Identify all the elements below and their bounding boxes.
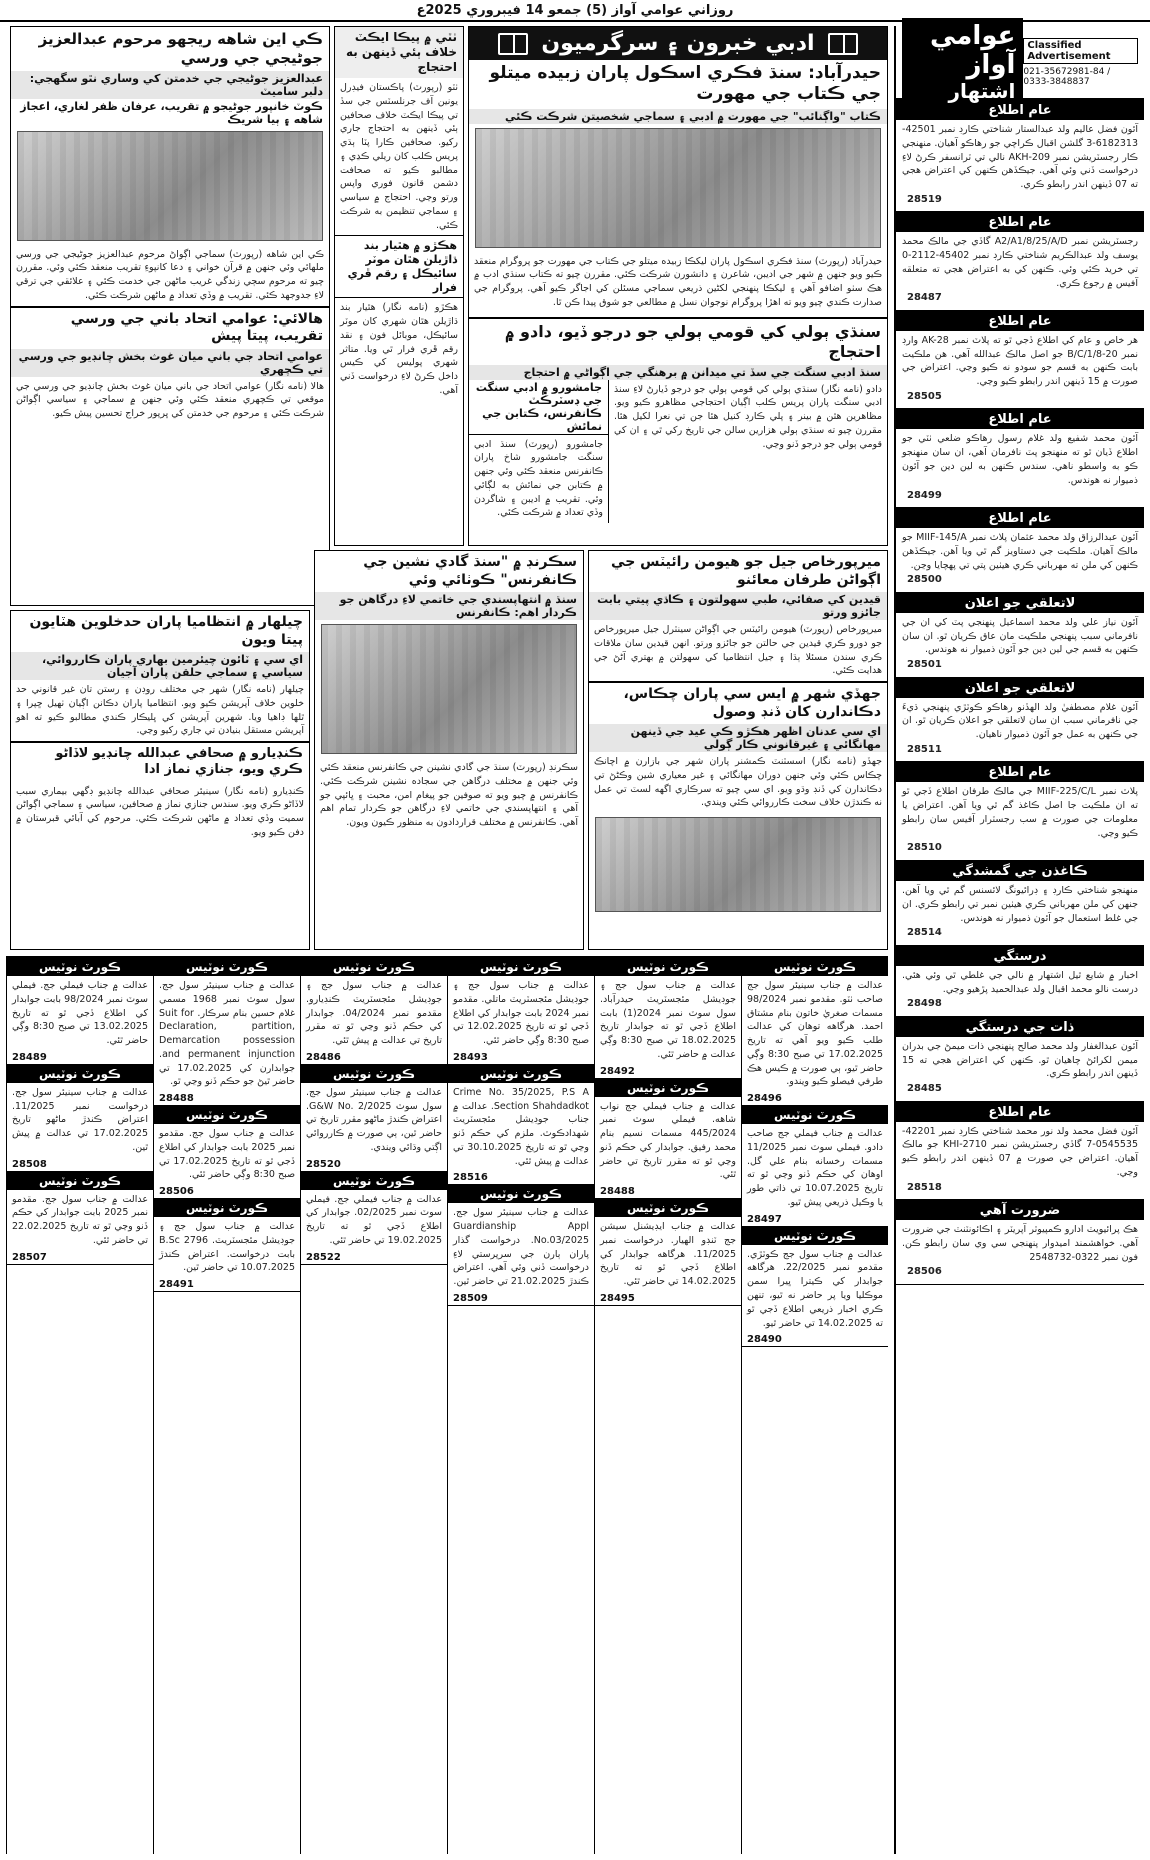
court-notice-code: 28491 <box>159 1279 194 1291</box>
court-notice-code: 28520 <box>306 1158 341 1170</box>
court-notice-heading: ڪورٽ نوٽيس <box>448 958 594 976</box>
court-notice <box>7 958 153 1065</box>
court-notice-body: عدالت ۾ جناب سينيئر سول جج. درخواست نمبر 11/2025. اعتراض ڪندڙ ماڻهو تاريخ 17.02.2025 تي عدالت ۾ پيش ٿين. <box>12 1086 148 1153</box>
sindhi-language-headline: سنڌي ٻولي کي قومي ٻولي جو درجو ڏيو، دادو ۾ احتجاج <box>505 321 881 361</box>
court-notice-heading: ڪورٽ نوٽيس <box>154 1106 300 1124</box>
court-notice <box>301 1172 447 1265</box>
classified-heading: ڪاغذن جي گمشدگي <box>896 861 1144 881</box>
court-notice <box>595 1199 741 1306</box>
literary-banner: ادبي خبرون ۽ سرگرميون <box>469 27 887 60</box>
thatta-story <box>334 26 464 546</box>
book-icon <box>498 33 528 55</box>
classified-code: 28511 <box>907 743 942 755</box>
jail-body: ميرپورخاص (رپورٽ) هيومن رائيٽس جي اڳواڻن سينٽرل جيل ميرپورخاص جو دورو ڪري قيدين جي حالتن جو جائزو ورتو. انهن قيدين سان ملاقات ڪري سندن مسئلا ٻڌا ۽ جيل انتظاميا کي سهولتن ۾ بهتري آڻڻ جي هدايت ڪئي. <box>594 624 882 677</box>
court-notice-code: 28497 <box>747 1213 782 1225</box>
urs-photo <box>17 131 323 241</box>
court-notice <box>448 958 594 1065</box>
court-notice <box>301 1065 447 1172</box>
classified-text: آئون فضل عاليم ولد عبدالستار شناختي ڪارڊ نمبر 42501-6182313-3 گلشن اقبال ڪراچي جو رهاڪو آهيان. منهنجي ڪار رجسٽريشن نمبر AKH-209 نالي تي ٽرانسفر ڪرڻ لاءِ درخواست ڏني وئي آهي. جيڪڏهن ڪنهن کي اعتراض هجي ته 07 ڏينهن اندر رابطو ڪري. <box>902 124 1138 191</box>
hala-subheadline: عوامي اتحاد جي باني ميان غوث بخش چانڊيو جي ورسي تي ڪچهري <box>11 349 329 377</box>
classified-code: 28499 <box>907 489 942 501</box>
classified-code: 28485 <box>907 1083 942 1095</box>
classified-text: اخبار ۾ شايع ٿيل اشتهار ۾ نالي جي غلطي ٿي وئي هئي. درست نالو محمد اقبال ولد عبدالحميد پڙهيو وڃي. <box>902 969 1138 995</box>
news-area <box>6 26 888 1854</box>
funeral-body: ڪنڊيارو (نامه نگار) سينيئر صحافي عبدالله چانڊيو ڊگهي بيماري سبب لاڏاڻو ڪري ويو. سندس جنازي نماز ۾ صحافين، سياسي ۽ سماجي اڳواڻن سميت وڏي تعداد ۾ ماڻهن شرڪت ڪئي. مرحوم کي آبائي قبرستان ۾ دفن ڪيو ويو. <box>16 785 304 838</box>
literary-body: حيدرآباد (رپورٽ) سنڌ فڪري اسڪول پاران ليکڪا زبيده ميتلو جي ڪتاب جي مهورت جو پروگرام منعقد ڪيو ويو جنهن ۾ شهر جي اديبن، شاعرن ۽ دانشورن شرڪت ڪئي. مقررن چيو ته ڪتاب سنڌي ادب ۾ هڪ سٺو اضافو آهي ۽ ليکڪا پنهنجي لکڻين ذريعي سماجي مسئلن کي اجاگر ڪيو آهي. پروگرام جي صدارت ڪندي چيو ويو ته اهڙا پروگرام نوجوان نسل ۾ مطالعي جو شوق پيدا ڪن ٿا. <box>474 255 882 308</box>
classified-heading: عام اطلاع <box>896 100 1144 120</box>
jhuddo-body: جهڏو (نامه نگار) اسسٽنٽ ڪمشنر پاران شهر جي بازارن ۾ اچانڪ چڪاس ڪئي وئي جنهن دوران مهانگائي ۽ غير معياري شين وڪڻڻ تي دڪاندارن کي ڏنڊ وڌو ويو. اي سي چيو ته سرڪاري اگهه لسٽ تي عمل نه ڪندڙن خلاف سخت ڪارروائي ڪئي ويندي. <box>594 756 882 809</box>
classified-text: آئون فضل محمد ولد نور محمد شناختي ڪارڊ نمبر 42201-0545535-7 گاڏي رجسٽريشن نمبر KHI-2710 جو مالڪ آهيان. اعتراض جي صورت ۾ 07 ڏينهن اندر رابطو ڪيو وڃي. <box>902 1125 1138 1178</box>
court-notice-body: عدالت ۾ جناب سول جج. مقدمو نمبر 2025 بابت جوابدار کي حڪم ڏنو وڃي ٿو ته تاريخ 22.02.2025 تي حاضر ٿئي. <box>12 1193 148 1246</box>
classified-heading: لاتعلقي جو اعلان <box>896 678 1144 698</box>
classifieds-tag: Classified Advertisement <box>1023 38 1138 64</box>
jhuddo-photo <box>595 817 881 912</box>
sindhi-language-body: دادو (نامه نگار) سنڌي ٻولي کي قومي ٻولي جو درجو ڏيارڻ لاءِ سنڌ ادبي سنگت پاران پريس ڪلب اڳيان احتجاجي مظاهرو ڪيو ويو. مظاهرين هٿن ۾ بينر ۽ پلي ڪارڊ کنيل هئا جن تي نعرا لکيل هئا. مقررن چيو ته سنڌي ٻولي هزارين سالن جي تاريخ رکي ٿي ۽ ان کي قومي ٻولي جو درجو ڏنو وڃي. <box>614 383 882 450</box>
classified-body <box>896 1220 1144 1285</box>
court-notice-heading: ڪورٽ نوٽيس <box>7 958 153 976</box>
jail-story <box>588 550 888 950</box>
classified-text: آئون عبدالغفار ولد محمد صالح پنهنجي ذات ميمڻ جي بدران ميمن لکرائڻ چاهيان ٿو. ڪنهن کي اعتراض هجي ته 15 ڏينهن اندر رابطو ڪري. <box>902 1040 1138 1080</box>
classified-heading: عام اطلاع <box>896 1102 1144 1122</box>
court-notice <box>154 958 300 1106</box>
court-notice-heading: ڪورٽ نوٽيس <box>7 1172 153 1190</box>
chelhar-story <box>10 610 310 950</box>
hala-headline: هالائي: عوامي اتحاد باني جي ورسي تقريب، پيتا پيش <box>70 310 323 345</box>
court-notice-body: عدالت ۾ جناب سينيئر سول جج. سول سوٽ G&W No. 2/2025. اعتراض ڪندڙ ماڻهو مقرر تاريخ تي حاضر ٿين، ٻي صورت ۾ ڪارروائي اڳتي وڌائي ويندي. <box>306 1086 442 1153</box>
classified-body <box>896 429 1144 508</box>
newspaper-date-line: روزاني عوامي آواز (5) جمعو 14 فيبروري 2025ع <box>416 2 734 18</box>
classified-code: 28518 <box>907 1181 942 1193</box>
classified-body <box>896 613 1144 678</box>
classified-heading: درستگي <box>896 946 1144 966</box>
classified-code: 28506 <box>907 1266 942 1278</box>
court-notice <box>7 1065 153 1172</box>
sakrand-subheadline: سنڌ ۾ انتهاپسندي جي خاتمي لاءِ درگاهن جو ڪردار اهم: ڪانفرنس <box>315 592 583 620</box>
classified-body <box>896 120 1144 212</box>
classified-body <box>896 528 1144 593</box>
court-notice <box>154 1199 300 1292</box>
classified-heading: عام اطلاع <box>896 311 1144 331</box>
jamshoro-body: جامشورو (رپورٽ) سنڌ ادبي سنگت جامشورو شاخ پاران ڪانفرنس منعقد ڪئي وئي جنهن ۾ ڪتابن جي نمائش به لڳائي وئي. تقريب ۾ اديبن ۽ شاگردن وڏي تعداد ۾ شرڪت ڪئي. <box>474 438 603 519</box>
jhuddo-subheadline: اي سي عدنان اظهر هڪڙو ڪي عيد جي ڏينهن مهانگائي ۽ غيرقانوني ڪار ڳولي <box>589 724 887 752</box>
court-notice <box>7 1172 153 1265</box>
court-notice <box>742 958 888 1106</box>
book-icon <box>828 33 858 55</box>
court-notice-body: عدالت ۾ جناب سول جج. مقدمو نمبر 2025 بابت جوابدار کي اطلاع ڏجي ٿو ته تاريخ 17.02.2025 تي صبح 8:30 وڳي حاضر ٿئي. <box>159 1128 296 1181</box>
hakro-headline: هڪڙو ۾ هٿيار بند ڌاڙيلن هٿان موٽر سائيڪل ۽ رقم ڦري فرار <box>335 235 463 298</box>
classified-text: پلاٽ نمبر MIIF-225/C/L جي مالڪ طرفان اطلاع ڏجي ٿو ته ان ملڪيت جا اصل ڪاغذ گم ٿي ويا آهن. اعتراض يا معلومات جي صورت ۾ سب رجسٽرار آفيس سان رابطو ڪيو وڃي. <box>902 786 1139 839</box>
court-notice-code: 28508 <box>12 1158 47 1170</box>
classified-text: هر خاص و عام کي اطلاع ڏجي ٿو ته پلاٽ نمبر AK-28 وارڊ نمبر 20-B/C/1/8 جو اصل مالڪ عبدالله آهي. هن ملڪيت بابت ڪنهن به قسم جو سودو نه ڪيو وڃي. اعتراض جي صورت ۾ 15 ڏينهن اندر رابطو ڪيو وڃي. <box>902 334 1138 388</box>
court-notice-body: عدالت ۾ جناب سينيئر سول جج صاحب ٺٽو. مقدمو نمبر 98/2024 مسمات صغريٰ خاتون بنام مشتاق احمد. هرگاهه توهان کي عدالت طلب ڪيو ويو آهي ته تاريخ 17.02.2025 تي صبح 8:30 وڳي حاضر ٿيو، ٻي صورت ۾ ڪيس هڪ طرفي فيصلو ڪيو ويندو. <box>747 980 883 1088</box>
classified-body <box>896 698 1144 763</box>
court-notice-code: 28493 <box>453 1051 488 1063</box>
classified-body <box>896 331 1144 410</box>
classified-text: منهنجو شناختي ڪارڊ ۽ ڊرائيونگ لائسنس گم ٿي ويا آهن. جنهن کي ملن مهرباني ڪري هيٺين نمبر تي رابطو ڪري. ان جي غلط استعمال جو آئون ذميوار نه هوندس. <box>902 884 1138 924</box>
classified-text: آئون غلام مصطفيٰ ولد الهڏنو رهاڪو ڪوٽڙي پنهنجي ڌيءَ جي نافرماني سبب ان سان لاتعلقي جو اعلان ڪريان ٿو. ان جي ڪنهن به عمل جو آئون ذميوار ناهيان. <box>902 701 1138 741</box>
urs-story <box>10 26 330 606</box>
court-notice-column <box>741 958 888 1854</box>
court-notice-body: عدالت ۾ جناب سول جج ۽ جوڊيشل مئجسٽريٽ حيدرآباد. سول سوٽ نمبر 2024(1) بابت اطلاع ڏجي ٿو ته جوابدار تاريخ 18.02.2025 تي صبح 8:30 وڳي عدالت ۾ حاضر ٿئي. <box>600 980 737 1060</box>
court-notice-body: Crime No. 35/2025, P.S A Section Shahdadkot. عدالت ۾ جناب جوڊيشل مئجسٽريٽ شهدادڪوٽ. ملزم کي حڪم ڏنو وڃي ٿو ته تاريخ 30.10.2025 تي عدالت ۾ پيش ٿئي. <box>453 1086 590 1167</box>
court-notice-heading: ڪورٽ نوٽيس <box>301 958 447 976</box>
classified-code: 28519 <box>907 193 942 205</box>
urs-headline: ڪي اين شاهه ريجهو مرحوم عبدالعزيز جوڻيجي جي ورسي <box>38 30 323 67</box>
court-notice-code: 28489 <box>12 1051 47 1063</box>
urs-subheadline: عبدالعزيز جوڻيجي جي خدمتن کي وساري نٿو سگهجي: دلبر ساميٽ <box>11 71 329 99</box>
funeral-headline: ڪنڊيارو ۾ صحافي عبدالله چانڊيو لاڏاڻو ڪري ويو، جنازي نماز ادا <box>55 746 303 778</box>
conference-photo <box>321 624 577 754</box>
court-notice-body: عدالت ۾ جناب فيملي جج نواب شاهه. فيملي سوٽ نمبر 445/2024 مسمات نسيم بنام محمد رفيق. جوابدار کي حڪم ڏنو وڃي ٿو ته مقرر تاريخ تي حاضر ٿئي. <box>600 1100 737 1181</box>
court-notice-heading: ڪورٽ نوٽيس <box>301 1172 447 1190</box>
court-notice <box>448 1065 594 1186</box>
court-notice-code: 28506 <box>159 1186 194 1198</box>
court-notice-body: عدالت ۾ جناب ايڊيشنل سيشن جج ٽنڊو الهيار. درخواست نمبر 11/2025. هرگاهه جوابدار کي اطلاع ڏجي ٿو ته تاريخ 14.02.2025 تي حاضر ٿئي. <box>600 1221 737 1288</box>
classified-body <box>896 1122 1144 1201</box>
court-notice-heading: ڪورٽ نوٽيس <box>742 1106 888 1124</box>
jail-subheadline: قيدين کي صفائي، طبي سهولتون ۽ ڪاڌي پيتي بابت جائزو ورتو <box>589 592 887 620</box>
court-notice-body: عدالت ۾ جناب سول جج ڪوٽڙي. مقدمو نمبر 22/2025. هرگاهه جوابدار کي ڪيترا ڀيرا سمن موڪليا ويا پر حاضر نه ٿيو، تنهن ڪري اخبار ذريعي اطلاع ڏجي ٿو ته 14.02.2025 تي حاضر ٿيو. <box>747 1248 883 1329</box>
court-notice-body: عدالت ۾ جناب سول جج ۽ جوڊيشل مئجسٽريٽ. B.Sc 2796 بابت درخواست. اعتراض ڪندڙ 10.07.2025 تي حاضر ٿين. <box>159 1221 296 1274</box>
classified-code: 28501 <box>907 659 942 671</box>
court-notice-code: 28496 <box>747 1093 782 1105</box>
sakrand-headline: سڪرنڊ ۾ "سنڌ گادي نشين جي ڪانفرنس" ڪوٺائي وئي <box>363 554 577 588</box>
sakrand-story <box>314 550 584 950</box>
court-notice-body: عدالت ۾ جناب سول جج ۽ جوڊيشل مئجسٽريٽ ماتلي. مقدمو نمبر 2024 بابت جوابدار کي اطلاع ڏجي ٿو ته تاريخ 12.02.2025 تي صبح 8:30 وڳي حاضر ٿئي. <box>453 980 590 1047</box>
court-notice-column <box>300 958 447 1854</box>
classified-body <box>896 782 1144 861</box>
classified-code: 28514 <box>907 927 942 939</box>
court-notice-column <box>447 958 594 1854</box>
court-notice-code: 28495 <box>600 1293 635 1305</box>
court-notice-column <box>153 958 300 1854</box>
jamshoro-headline: جامشورو ۾ ادبي سنگت جي ڊسٽرڪٽ ڪانفرنس، ڪتابن جي نمائش <box>469 380 608 435</box>
court-notice-code: 28490 <box>747 1334 782 1346</box>
court-notice-heading: ڪورٽ نوٽيس <box>448 1185 594 1203</box>
classified-text: آئون نياز علي ولد محمد اسماعيل پنهنجي پٽ کي ان جي نافرماني سبب پنهنجي ملڪيت مان عاق ڪريان ٿو. ان سان ڪنهن به قسم جي لين دين جو آئون ذميوار نه هوندس. <box>902 616 1138 656</box>
classifieds-column <box>894 21 1144 1854</box>
classified-heading: ذات جي درستگي <box>896 1017 1144 1037</box>
classified-body <box>896 232 1144 311</box>
court-notice-code: 28516 <box>453 1172 488 1184</box>
classified-code: 28505 <box>907 390 942 402</box>
book-launch-photo <box>475 128 881 248</box>
urs-body: ڪي اين شاهه (رپورٽ) سماجي اڳواڻ مرحوم عبدالعزيز جوڻيجي جي ورسي ملهائي وئي جنهن ۾ قرآن خواني ۽ دعا کانپوءِ تقريب منعقد ڪئي وئي. مقررن چيو ته مرحوم سڄي زندگي غريب ماڻهن جي خدمت ڪئي ۽ علائقي جي ترقي لاءِ جدوجهد ڪئي. تقريب ۾ وڏي تعداد ۾ ماڻهن شرڪت ڪئي. <box>16 248 324 301</box>
court-notice-body: عدالت ۾ جناب سينيئر سول جج. Guardianship Appl No.03/2025. درخواست گذار پاران ٻارن جي سرپرستي لاءِ درخواست ڏني وئي آهي. اعتراض ڪندڙ 21.02.2025 تي حاضر ٿين. <box>453 1207 590 1288</box>
literary-subheadline: ڪتاب "واڳنائب" جي مهورت ۾ ادبي ۽ سماجي شخصيتن شرڪت ڪئي <box>469 109 887 124</box>
court-notice-heading: ڪورٽ نوٽيس <box>154 958 300 976</box>
classified-text: رجسٽريشن نمبر A2/A1/8/25/A/D گاڏي جي مالڪ محمد يوسف ولد عبدالڪريم شناختي ڪارڊ نمبر 45402-2112-0 تي خريد ڪئي وئي. ڪنهن کي به اعتراض هجي ته متعلقه آفيس ۾ رجوع ڪري. <box>902 236 1138 289</box>
thatta-headline: ٺٽي ۾ پيڪا ايڪٽ خلاف ٻئي ڏينهن به احتجاج <box>335 27 463 78</box>
court-notice-heading: ڪورٽ نوٽيس <box>448 1065 594 1083</box>
court-notice-code: 28507 <box>12 1251 47 1263</box>
court-notice-heading: ڪورٽ نوٽيس <box>595 1199 741 1217</box>
court-notice <box>595 958 741 1079</box>
court-notice-body: عدالت ۾ جناب فيملي جج. فيملي سوٽ نمبر 98/2024 بابت جوابدار کي اطلاع ڏجي ٿو ته تاريخ 13.02.2025 تي صبح 8:30 وڳي حاضر ٿئي. <box>12 980 148 1047</box>
classified-heading: عام اطلاع <box>896 508 1144 528</box>
court-notice-heading: ڪورٽ نوٽيس <box>742 958 888 976</box>
court-notice-code: 28486 <box>306 1051 341 1063</box>
court-notice-code: 28509 <box>453 1293 488 1305</box>
hala-body: هالا (نامه نگار) عوامي اتحاد جي باني ميان غوث بخش چانڊيو جي ورسي جي موقعي تي ڪچهري منعقد ڪئي وئي جنهن ۾ سماجي ۽ سياسي اڳواڻن شرڪت ڪئي ۽ مرحوم جي خدمتن کي ڀرپور خراج تحسين پيش ڪيو. <box>16 380 324 420</box>
court-notice <box>301 958 447 1065</box>
classified-heading: عام اطلاع <box>896 762 1144 782</box>
classifieds-masthead <box>896 21 1144 103</box>
court-notice-heading: ڪورٽ نوٽيس <box>154 1199 300 1217</box>
chelhar-subheadline: اي سي ۽ ٽائون چيئرمين بهاري پاران ڪارروائي، سياسي ۽ سماجي حلقن پاران آجيان <box>11 652 309 680</box>
court-notice-code: 28488 <box>600 1186 635 1198</box>
classified-code: 28487 <box>907 292 942 304</box>
classifieds-title: عوامي آواز اشتهار <box>902 18 1023 105</box>
court-notice <box>595 1079 741 1200</box>
jail-headline: ميرپورخاص جيل جو هيومن رائيٽس جي اڳواڻن طرفان معائنو <box>611 554 881 588</box>
court-notice-body: عدالت ۾ جناب سول جج ۽ جوڊيشل مئجسٽريٽ ڪنڊيارو. مقدمو نمبر 04/2024. جوابدار کي حڪم ڏنو وڃي ٿو ته مقرر تاريخ تي عدالت ۾ پيش ٿئي. <box>306 980 442 1047</box>
court-notice-heading: ڪورٽ نوٽيس <box>742 1227 888 1245</box>
court-notice-code: 28488 <box>159 1093 194 1105</box>
classified-heading: عام اطلاع <box>896 212 1144 232</box>
court-notice-body: عدالت ۾ جناب فيملي جج. فيملي سوٽ نمبر 02/2025. جوابدار کي اطلاع ڏجي ٿو ته تاريخ 19.02.2025 تي حاضر ٿئي. <box>306 1193 442 1246</box>
literary-headline: حيدرآباد: سنڌ فڪري اسڪول پاران زبيده ميتلو جي ڪتاب جي مهورت <box>489 63 881 105</box>
court-notice-heading: ڪورٽ نوٽيس <box>595 958 741 976</box>
court-notice-column <box>594 958 741 1854</box>
classified-heading: عام اطلاع <box>896 409 1144 429</box>
classified-text: آئون عبدالرزاق ولد محمد عثمان پلاٽ نمبر MIIF-145/A جو مالڪ آهيان. ملڪيت جي دستاويز گم ٿي ويا آهن. جيڪڏهن ڪنهن کي ملن ته مهرباني ڪري هيٺين پتي تي پهچايا وڃن. <box>902 532 1138 571</box>
classified-text: هڪ پرائيويٽ ادارو ڪمپيوٽر آپريٽر ۽ اڪائونٽنٽ جي ضرورت آهي. خواهشمند اميدوار پنهنجي سي وي سان رابطو ڪن. فون نمبر 0322-2548732 <box>902 1224 1138 1263</box>
classified-body <box>896 881 1144 946</box>
sakrand-body: سڪرنڊ (رپورٽ) سنڌ جي گادي نشينن جي ڪانفرنس منعقد ڪئي وئي جنهن ۾ مختلف درگاهن جي سجاده نشينن شرڪت ڪئي. ڪانفرنس ۾ چيو ويو ته صوفين جو پيغام امن، محبت ۽ ڀائپي جو آهي ۽ انتهاپسندي جي خاتمي لاءِ درگاهن جو ڪردار تمام اهم آهي. ڪانفرنس ۾ مختلف قراردادون به منظور ڪيون ويون. <box>320 762 578 829</box>
classified-body <box>896 1037 1144 1102</box>
classified-heading: لاتعلقي جو اعلان <box>896 593 1144 613</box>
court-notice-code: 28522 <box>306 1251 341 1263</box>
court-notice-heading: ڪورٽ نوٽيس <box>7 1065 153 1083</box>
classifieds-phones: 021-35672981-84 / 0333-3848837 <box>1023 66 1111 87</box>
classified-heading: ضرورت آهي <box>896 1200 1144 1220</box>
thatta-body: ٺٽو (رپورٽ) پاڪستان فيڊرل يونين آف جرنلسٽس جي سڏ تي پيڪا ايڪٽ خلاف صحافين ٻئي ڏينهن به احتجاج جاري رکيو. صحافين ڪارا پٽا ٻڌي پريس ڪلب کان ريلي ڪڍي ۽ مطالبو ڪيو ته صحافت دشمن قانون فوري واپس ورتو وڃي. احتجاج ۾ سياسي ۽ سماجي تنظيمن به شرڪت ڪئي. <box>340 82 458 231</box>
hakro-body: هڪڙو (نامه نگار) هٿيار بند ڌاڙيلن هٿان شهري کان موٽر سائيڪل، موبائل فون ۽ نقد رقم ڦري فرار ٿي ويا. متاثر شهري پوليس کي ڪيس داخل ڪرڻ لاءِ درخواست ڏني آهي. <box>340 302 458 397</box>
court-notice <box>448 1185 594 1306</box>
classified-code: 28510 <box>907 842 942 854</box>
court-notice <box>154 1106 300 1199</box>
court-notice-column <box>6 958 153 1854</box>
court-notice-heading: ڪورٽ نوٽيس <box>595 1079 741 1097</box>
court-notice-body: عدالت ۾ جناب فيملي جج صاحب دادو. فيملي سوٽ نمبر 11/2025 مسمات رخسانه بنام علي گل. اوهان کي حڪم ڏنو وڃي ٿو ته تاريخ 10.07.2025 تي ذاتي طور يا وڪيل ذريعي پيش ٿيو. <box>747 1128 883 1208</box>
classifieds-list <box>896 100 1144 1285</box>
chelhar-headline: چيلهار ۾ انتظاميا پاران حدخلوين هٽايون پيتا ويون <box>29 614 303 648</box>
court-notice-body: عدالت ۾ جناب سينيئر سول جج. سول سوٽ نمبر 1968 مسمي غلام حسين بنام سرڪار. Suit for Declaration, partition, Demarcation possession and permanent injunction. جوابدارن کي 17.02.2025 تي حاضر ٿيڻ جو حڪم ڏنو وڃي ٿو. <box>159 980 296 1088</box>
classifieds-contact <box>1023 38 1138 87</box>
court-notice <box>742 1227 888 1348</box>
court-notice-heading: ڪورٽ نوٽيس <box>301 1065 447 1083</box>
classified-code: 28500 <box>907 574 942 586</box>
classified-body <box>896 966 1144 1017</box>
urs-subheadline-2: ڪوٽ خانپور جوڻيجو ۾ تقريب، عرفان ظفر لغاري، اعجاز شاهه ۽ ٻيا شريڪ <box>11 99 329 127</box>
chelhar-body: چيلهار (نامه نگار) شهر جي مختلف روڊن ۽ رستن تان غير قانوني حد خلوين خلاف آپريشن ڪيو ويو. انتظاميا پاران دڪانن اڳيان ٺهيل ڇپرا ۽ ٿلها ڊاهيا ويا. شهرين آپريشن کي ڀليڪار ڪندي مطالبو ڪيو ته اهو آپريشن مستقل بنيادن تي جاري رکيو وڃي. <box>16 684 304 737</box>
literary-section <box>468 26 888 546</box>
court-notices-area <box>6 956 888 1854</box>
court-notice <box>742 1106 888 1227</box>
jhuddo-headline: جهڏي شهر ۾ ايس سي پاران چڪاس، دڪاندارن کان ڏنڊ وصول <box>623 686 881 720</box>
classified-text: آئون محمد شفيع ولد غلام رسول رهاڪو ضلعي ٺٽي جو اطلاع ڏيان ٿو ته منهنجو پٽ نافرمان آهي، ان سان منهنجو ڪو به واسطو ناهي. سندس ڪنهن به لين دين جو آئون ذميوار نه هوندس. <box>902 433 1138 486</box>
sindhi-language-subheadline: سنڌ ادبي سنگت جي سڏ تي ميدانن ۾ برهنگي جي اڳواڻي ۾ احتجاج <box>469 365 887 380</box>
court-notice-code: 28492 <box>600 1065 635 1077</box>
classified-code: 28498 <box>907 998 942 1010</box>
